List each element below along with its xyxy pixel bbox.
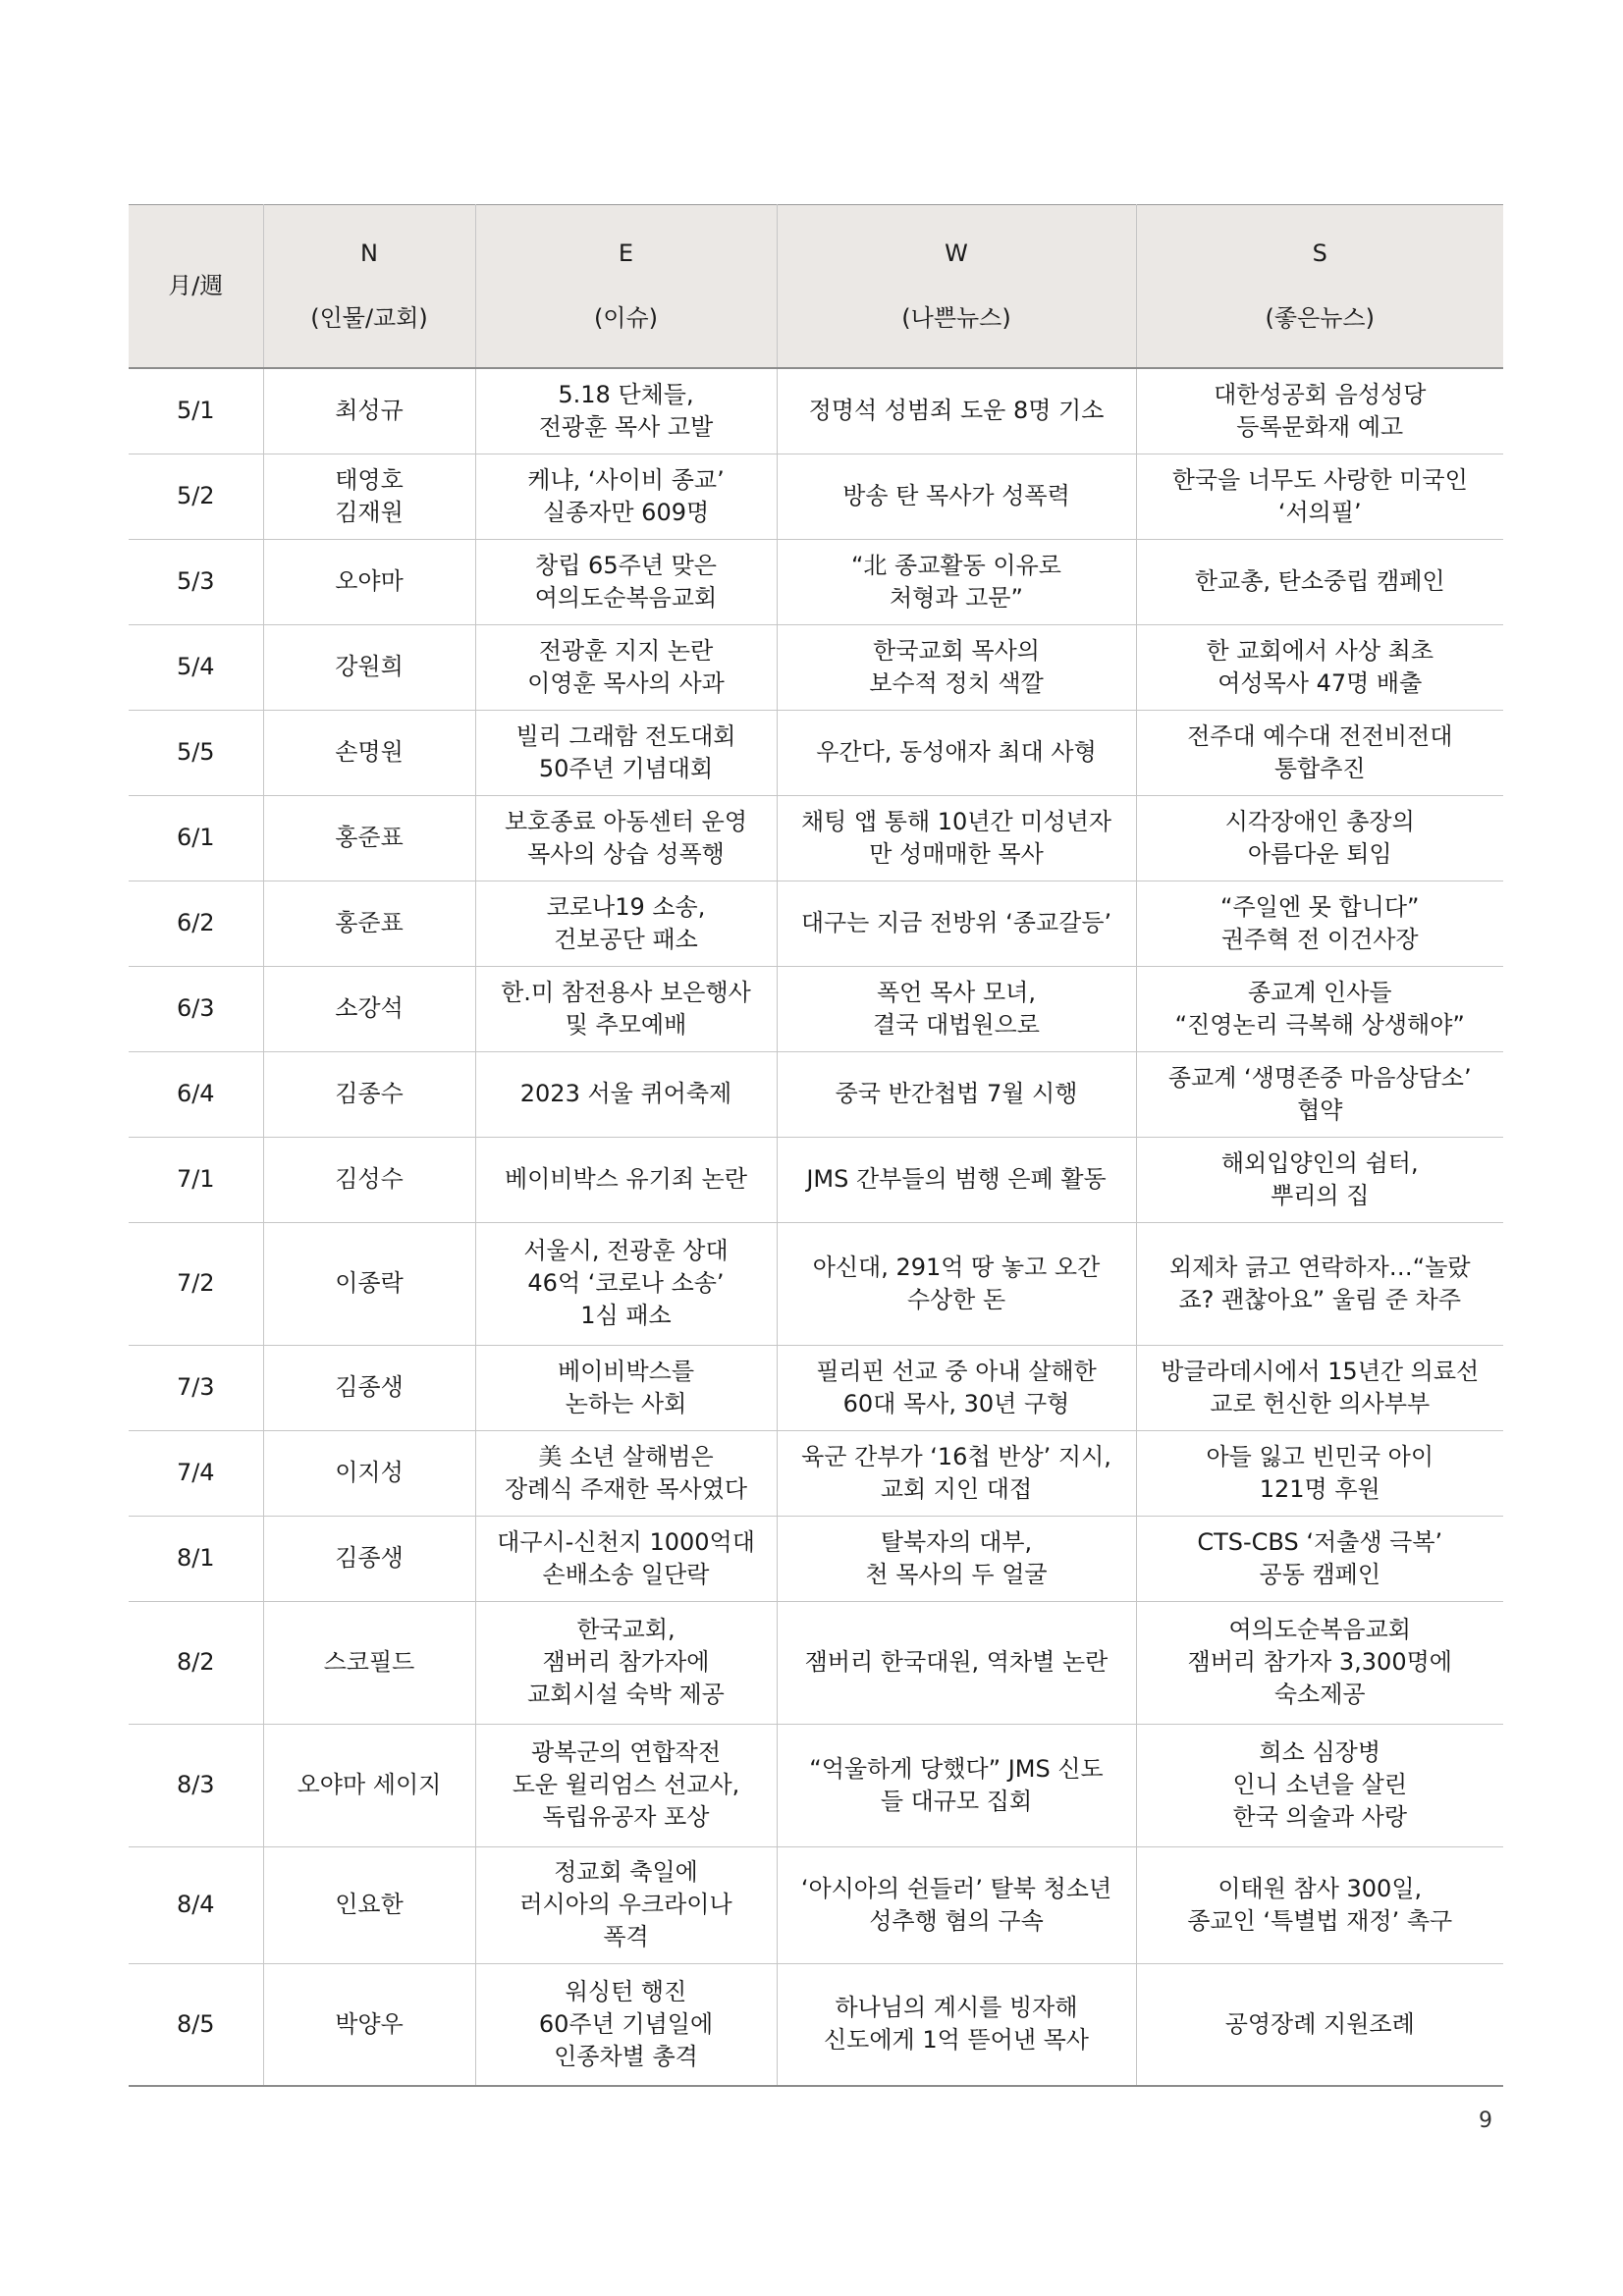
cell-issue: 2023 서울 퀴어축제	[475, 1051, 777, 1137]
table-row	[129, 1516, 1503, 1601]
cell-bad-news: 채팅 앱 통해 10년간 미성년자 만 성매매한 목사	[777, 795, 1136, 881]
cell-bad-news: 중국 반간첩법 7월 시행	[777, 1051, 1136, 1137]
cell-week: 5/5	[129, 710, 263, 795]
cell-week: 6/2	[129, 881, 263, 966]
cell-bad-news: 아신대, 291억 땅 놓고 오간 수상한 돈	[777, 1222, 1136, 1345]
table-row	[129, 710, 1503, 795]
table-row	[129, 454, 1503, 539]
cell-issue: 창립 65주년 맞은 여의도순복음교회	[475, 539, 777, 624]
cell-issue: 베이비박스를 논하는 사회	[475, 1345, 777, 1430]
cell-good-news: 해외입양인의 쉼터, 뿌리의 집	[1136, 1137, 1503, 1222]
cell-good-news: 공영장례 지원조례	[1136, 1963, 1503, 2086]
cell-issue: 광복군의 연합작전 도운 윌리엄스 선교사, 독립유공자 포상	[475, 1724, 777, 1846]
cell-issue: 빌리 그래함 전도대회 50주년 기념대회	[475, 710, 777, 795]
header-n-code: N	[360, 240, 378, 267]
cell-good-news: 대한성공회 음성성당 등록문화재 예고	[1136, 368, 1503, 454]
cell-bad-news: 필리핀 선교 중 아내 살해한 60대 목사, 30년 구형	[777, 1345, 1136, 1430]
cell-week: 5/3	[129, 539, 263, 624]
cell-good-news: 한국을 너무도 사랑한 미국인 ‘서의필’	[1136, 454, 1503, 539]
table-row	[129, 1345, 1503, 1430]
cell-bad-news: 잼버리 한국대원, 역차별 논란	[777, 1601, 1136, 1724]
cell-week: 8/2	[129, 1601, 263, 1724]
cell-issue: 워싱턴 행진 60주년 기념일에 인종차별 총격	[475, 1963, 777, 2086]
cell-bad-news: ‘아시아의 쉰들러’ 탈북 청소년 성추행 혐의 구속	[777, 1846, 1136, 1963]
table-row	[129, 1601, 1503, 1724]
cell-bad-news: JMS 간부들의 범행 은폐 활동	[777, 1137, 1136, 1222]
cell-person: 김종생	[263, 1516, 475, 1601]
header-s-code: S	[1312, 240, 1327, 267]
cell-good-news: CTS-CBS ‘저출생 극복’ 공동 캠페인	[1136, 1516, 1503, 1601]
table-row	[129, 966, 1503, 1051]
cell-issue: 5.18 단체들, 전광훈 목사 고발	[475, 368, 777, 454]
cell-person: 이지성	[263, 1430, 475, 1516]
cell-person: 강원희	[263, 624, 475, 710]
cell-good-news: 종교계 ‘생명존중 마음상담소’ 협약	[1136, 1051, 1503, 1137]
cell-good-news: 아들 잃고 빈민국 아이 121명 후원	[1136, 1430, 1503, 1516]
header-e-code: E	[618, 240, 634, 267]
table-row	[129, 1430, 1503, 1516]
cell-person: 소강석	[263, 966, 475, 1051]
header-w-sub: (나쁜뉴스)	[901, 304, 1011, 332]
table-row	[129, 1137, 1503, 1222]
cell-issue: 美 소년 살해범은 장례식 주재한 목사였다	[475, 1430, 777, 1516]
table-row	[129, 624, 1503, 710]
table-row	[129, 881, 1503, 966]
cell-person: 홍준표	[263, 795, 475, 881]
header-w	[777, 205, 1136, 369]
cell-person: 스코필드	[263, 1601, 475, 1724]
cell-person: 인요한	[263, 1846, 475, 1963]
cell-good-news: 이태원 참사 300일, 종교인 ‘특별법 재정’ 촉구	[1136, 1846, 1503, 1963]
cell-good-news: 희소 심장병 인니 소년을 살린 한국 의술과 사랑	[1136, 1724, 1503, 1846]
cell-week: 7/4	[129, 1430, 263, 1516]
cell-person: 김종수	[263, 1051, 475, 1137]
header-n-sub: (인물/교회)	[310, 304, 428, 332]
cell-issue: 한국교회, 잼버리 참가자에 교회시설 숙박 제공	[475, 1601, 777, 1724]
header-w-code: W	[945, 240, 968, 267]
news-table	[129, 204, 1503, 2087]
cell-bad-news: 한국교회 목사의 보수적 정치 색깔	[777, 624, 1136, 710]
cell-bad-news: 대구는 지금 전방위 ‘종교갈등’	[777, 881, 1136, 966]
cell-issue: 베이비박스 유기죄 논란	[475, 1137, 777, 1222]
cell-good-news: 전주대 예수대 전전비전대 통합추진	[1136, 710, 1503, 795]
cell-good-news: 한교총, 탄소중립 캠페인	[1136, 539, 1503, 624]
cell-week: 8/1	[129, 1516, 263, 1601]
cell-bad-news: 우간다, 동성애자 최대 사형	[777, 710, 1136, 795]
cell-week: 6/4	[129, 1051, 263, 1137]
cell-issue: 대구시-신천지 1000억대 손배소송 일단락	[475, 1516, 777, 1601]
cell-person: 최성규	[263, 368, 475, 454]
table-row	[129, 368, 1503, 454]
table-row	[129, 1724, 1503, 1846]
table-row	[129, 795, 1503, 881]
cell-good-news: 외제차 긁고 연락하자…“놀랐 죠? 괜찮아요” 울림 준 차주	[1136, 1222, 1503, 1345]
cell-bad-news: 탈북자의 대부, 천 목사의 두 얼굴	[777, 1516, 1136, 1601]
cell-person: 태영호 김재원	[263, 454, 475, 539]
cell-week: 5/1	[129, 368, 263, 454]
cell-person: 박양우	[263, 1963, 475, 2086]
cell-week: 6/1	[129, 795, 263, 881]
cell-person: 김종생	[263, 1345, 475, 1430]
cell-good-news: 한 교회에서 사상 최초 여성목사 47명 배출	[1136, 624, 1503, 710]
cell-week: 7/3	[129, 1345, 263, 1430]
table-header-row	[129, 205, 1503, 369]
header-week: 月/週	[129, 205, 263, 369]
cell-good-news: 시각장애인 총장의 아름다운 퇴임	[1136, 795, 1503, 881]
cell-person: 김성수	[263, 1137, 475, 1222]
cell-good-news: 종교계 인사들 “진영논리 극복해 상생해야”	[1136, 966, 1503, 1051]
cell-issue: 코로나19 소송, 건보공단 패소	[475, 881, 777, 966]
cell-good-news: “주일엔 못 합니다” 권주혁 전 이건사장	[1136, 881, 1503, 966]
cell-good-news: 여의도순복음교회 잼버리 참가자 3,300명에 숙소제공	[1136, 1601, 1503, 1724]
page-number: 9	[1479, 2109, 1492, 2133]
cell-week: 8/5	[129, 1963, 263, 2086]
cell-bad-news: 방송 탄 목사가 성폭력	[777, 454, 1136, 539]
cell-issue: 한.미 참전용사 보은행사 및 추모예배	[475, 966, 777, 1051]
cell-bad-news: “北 종교활동 이유로 처형과 고문”	[777, 539, 1136, 624]
cell-bad-news: “억울하게 당했다” JMS 신도 들 대규모 집회	[777, 1724, 1136, 1846]
header-e	[475, 205, 777, 369]
cell-good-news: 방글라데시에서 15년간 의료선 교로 헌신한 의사부부	[1136, 1345, 1503, 1430]
header-s-sub: (좋은뉴스)	[1265, 304, 1375, 332]
cell-week: 8/4	[129, 1846, 263, 1963]
cell-person: 오야마	[263, 539, 475, 624]
cell-issue: 전광훈 지지 논란 이영훈 목사의 사과	[475, 624, 777, 710]
header-e-sub: (이슈)	[593, 304, 659, 332]
cell-issue: 보호종료 아동센터 운영 목사의 상습 성폭행	[475, 795, 777, 881]
cell-bad-news: 폭언 목사 모녀, 결국 대법원으로	[777, 966, 1136, 1051]
cell-week: 8/3	[129, 1724, 263, 1846]
cell-person: 이종락	[263, 1222, 475, 1345]
cell-week: 6/3	[129, 966, 263, 1051]
cell-bad-news: 육군 간부가 ‘16첩 반상’ 지시, 교회 지인 대접	[777, 1430, 1136, 1516]
cell-bad-news: 하나님의 계시를 빙자해 신도에게 1억 뜯어낸 목사	[777, 1963, 1136, 2086]
cell-week: 7/2	[129, 1222, 263, 1345]
cell-week: 5/2	[129, 454, 263, 539]
header-n	[263, 205, 475, 369]
table-row	[129, 1846, 1503, 1963]
cell-issue: 서울시, 전광훈 상대 46억 ‘코로나 소송’ 1심 패소	[475, 1222, 777, 1345]
header-s	[1136, 205, 1503, 369]
cell-person: 손명원	[263, 710, 475, 795]
cell-issue: 정교회 축일에 러시아의 우크라이나 폭격	[475, 1846, 777, 1963]
table-row	[129, 1963, 1503, 2086]
table-row	[129, 539, 1503, 624]
cell-bad-news: 정명석 성범죄 도운 8명 기소	[777, 368, 1136, 454]
table-row	[129, 1222, 1503, 1345]
table-row	[129, 1051, 1503, 1137]
cell-week: 7/1	[129, 1137, 263, 1222]
cell-person: 오야마 세이지	[263, 1724, 475, 1846]
cell-issue: 케냐, ‘사이비 종교’ 실종자만 609명	[475, 454, 777, 539]
cell-week: 5/4	[129, 624, 263, 710]
cell-person: 홍준표	[263, 881, 475, 966]
